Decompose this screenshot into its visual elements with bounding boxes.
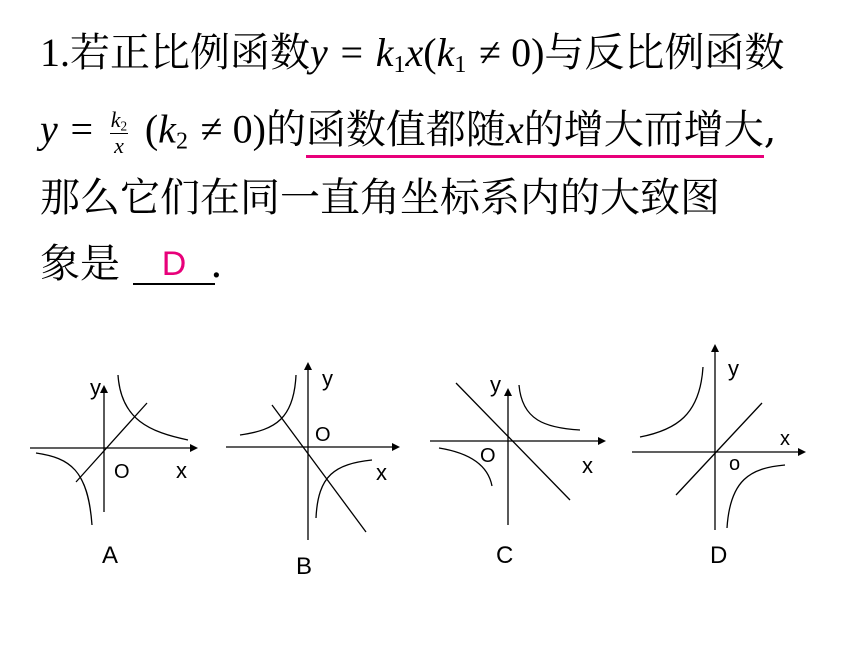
question-line-3: 那么它们在同一直角坐标系内的大致图 <box>40 175 720 221</box>
question-number: 1. <box>40 30 70 75</box>
graph-d-hyperbola-branch-1 <box>640 367 703 437</box>
graph-c-origin-label: O <box>480 445 496 467</box>
graph-a-x-label: x <box>176 458 187 483</box>
graph-d-x-label: x <box>780 428 790 450</box>
graph-a-line <box>76 403 147 482</box>
graph-c-x-label: x <box>582 453 593 478</box>
graph-b-origin-label: O <box>315 424 331 446</box>
graph-d-y-arrow-icon <box>711 344 719 352</box>
graph-a-hyperbola-branch-2 <box>36 453 92 525</box>
graph-d-origin-label: o <box>729 453 741 475</box>
graph-c-label: C <box>496 542 514 569</box>
question-line-1: 1.若正比例函数$y = k_1x(k_1 \ne 0)$与反比例函数 <box>40 30 785 78</box>
graph-b-y-arrow-icon <box>304 362 312 370</box>
graph-c-hyperbola-branch-1 <box>519 385 580 430</box>
fraction-k2-over-x: $\frac{k_2}{x}$ <box>110 107 128 159</box>
graph-a-x-arrow-icon <box>190 444 198 452</box>
graph-a-y-arrow-icon <box>100 385 108 393</box>
graph-a-label: A <box>102 542 119 569</box>
graph-c <box>430 383 598 525</box>
graph-a <box>30 375 190 525</box>
graph-a-origin-label: O <box>114 461 130 483</box>
graph-d-y-label: y <box>728 356 739 381</box>
question-line-4: 象是 . <box>40 241 223 287</box>
graph-c-y-arrow-icon <box>504 388 512 396</box>
graph-c-x-arrow-icon <box>598 437 606 445</box>
graph-a-hyperbola-branch-1 <box>118 375 188 440</box>
graph-b-y-label: y <box>322 366 333 391</box>
graph-b <box>226 370 392 540</box>
graph-d-x-arrow-icon <box>798 448 806 456</box>
graph-c-y-label: y <box>490 372 501 397</box>
graph-d-line <box>676 403 762 495</box>
graph-a-y-label: y <box>90 375 101 400</box>
highlighted-condition: 函数值都随x的增大而增大 <box>306 107 764 158</box>
question-line-2: y = $\frac{k_2}{x}$ $(k_2 \ne 0)$的函数值都随x的增大而增大, <box>40 106 777 159</box>
graph-b-hyperbola-branch-2 <box>316 460 372 518</box>
graph-b-x-arrow-icon <box>392 443 400 451</box>
answer-text: D <box>161 245 187 283</box>
graph-b-x-label: x <box>376 460 387 485</box>
graph-d <box>632 352 798 530</box>
graph-d-label: D <box>710 542 728 569</box>
graph-b-label: B <box>296 553 313 580</box>
